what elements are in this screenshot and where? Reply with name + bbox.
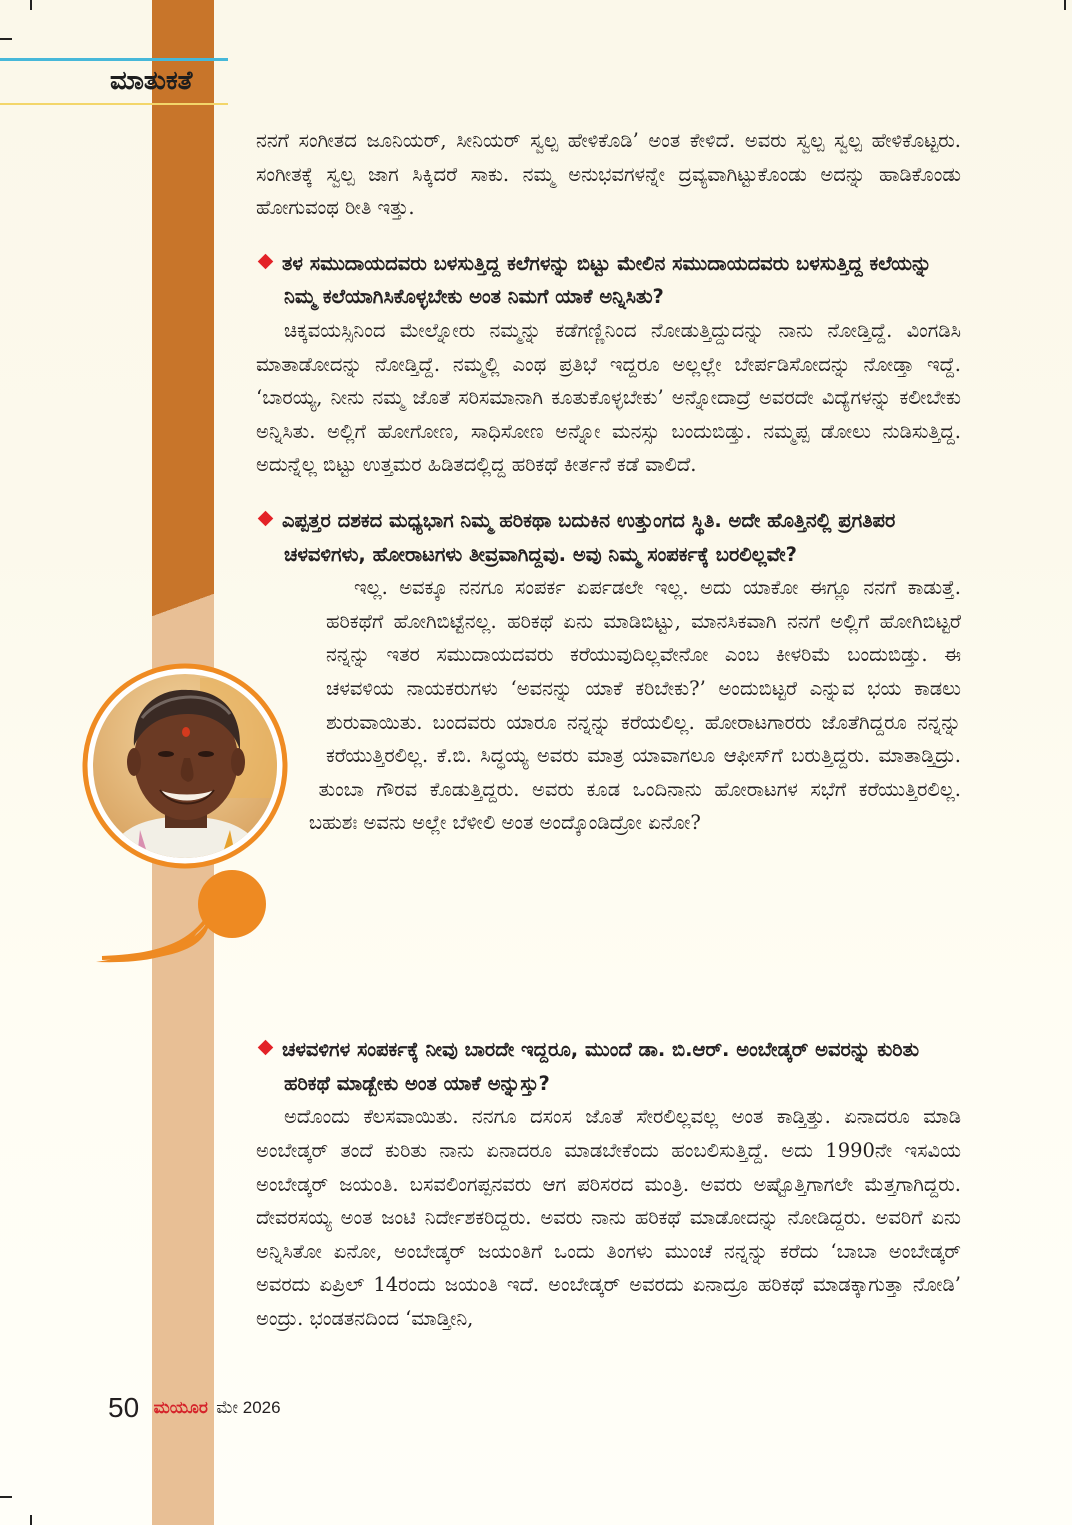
page-number: 50 (108, 1392, 140, 1423)
question-1-text: ತಳ ಸಮುದಾಯದವರು ಬಳಸುತ್ತಿದ್ದ ಕಲೆಗಳನ್ನು ಬಿಟ್ಟು ಮೇಲಿನ ಸಮುದಾಯದವರು ಬಳಸುತ್ತಿದ್ದ ಕಲೆಯನ್ನು ನಿಮ್ಮ ಕಲೆಯಾಗಿಸಿಕೊಳ್ಳಬೇಕು ಅಂತ ನಿಮಗೆ ಯಾಕೆ ಅನ್ನಿಸಿತು? (282, 251, 932, 309)
page-footer (108, 1392, 281, 1424)
question-3-text: ಚಳವಳಿಗಳ ಸಂಪರ್ಕಕ್ಕೆ ನೀವು ಬಾರದೇ ಇದ್ದರೂ, ಮುಂದೆ ಡಾ. ಬಿ.ಆರ್. ಅಂಬೇಡ್ಕರ್ ಅವರನ್ನು ಕುರಿತು ಹರಿಕಥೆ ಮಾಡ್ಬೇಕು ಅಂತ ಯಾಕೆ ಅನ್ನುಸ್ತು? (282, 1038, 920, 1095)
question-3 (256, 1033, 961, 1100)
magazine-name: ಮಯೂರ (153, 1398, 208, 1417)
intro-paragraph: ನನಗೆ ಸಂಗೀತದ ಜೂನಿಯರ್, ಸೀನಿಯರ್ ಸ್ವಲ್ಪ ಹೇಳಿಕೊಡಿ’ ಅಂತ ಕೇಳಿದೆ. ಅವರು ಸ್ವಲ್ಪ ಸ್ವಲ್ಪ ಹೇಳಿಕೊಟ್ಟರು. ಸಂಗೀತಕ್ಕೆ ಸ್ವಲ್ಪ ಜಾಗ ಸಿಕ್ಕಿದರೆ ಸಾಕು. ನಮ್ಮ ಅನುಭವಗಳನ್ನೇ ದ್ರವ್ಯವಾಗಿಟ್ಟುಕೊಂಡು ಅದನ್ನು ಹಾಡಿಕೊಂಡು ಹೋಗುವಂಥ ರೀತಿ ಇತ್ತು. (256, 129, 961, 220)
red-diamond-bullet-icon (258, 254, 274, 270)
registration-mark (1064, 0, 1066, 10)
registration-mark (30, 0, 32, 10)
red-diamond-bullet-icon (258, 1040, 274, 1056)
registration-mark (0, 38, 12, 40)
question-2 (256, 504, 961, 571)
registration-mark (30, 1515, 32, 1525)
portrait-wrap-spacer (256, 571, 326, 1011)
header-rule-bottom (0, 103, 228, 105)
answer-3: ಅದೊಂದು ಕೆಲಸವಾಯಿತು. ನನಗೂ ದಸಂಸ ಜೊತೆ ಸೇರಲಿಲ್ಲವಲ್ಲ ಅಂತ ಕಾಡ್ತಿತ್ತು. ಏನಾದರೂ ಮಾಡಿ ಅಂಬೇಡ್ಕರ್ ತಂದೆ ಕುರಿತು ನಾನು ಏನಾದರೂ ಮಾಡಬೇಕೆಂದು ಹಂಬಲಿಸುತ್ತಿದ್ದೆ. ಅದು 1990ನೇ ಇಸವಿಯ ಅಂಬೇಡ್ಕರ್ ಜಯಂತಿ. ಬಸವಲಿಂಗಪ್ಪನವರು ಆಗ ಪರಿಸರದ ಮಂತ್ರಿ. ಅವರು ಅಷ್ಟೊತ್ತಿಗಾಗಲೇ ಮೆತ್ತಗಾಗಿದ್ದರು. ದೇವರಸಯ್ಯ ಅಂತ ಜಂಟಿ ನಿರ್ದೇಶಕರಿದ್ದರು. ಅವರು ನಾನು ಹರಿಕಥೆ ಮಾಡೋದನ್ನು ನೋಡಿದ್ದರು. ಅವರಿಗೆ ಏನು ಅನ್ನಿಸಿತೋ ಏನೋ, ಅಂಬೇಡ್ಕರ್ ಜಯಂತಿಗೆ ಒಂದು ತಿಂಗಳು ಮುಂಚೆ ನನ್ನನ್ನು ಕರೆದು ‘ಬಾಬಾ ಅಂಬೇಡ್ಕರ್ ಅವರದು ಏಪ್ರಿಲ್ 14ರಂದು ಜಯಂತಿ ಇದೆ. ಅಂಬೇಡ್ಕರ್ ಅವರದು ಏನಾದ್ರೂ ಹರಿಕಥೆ ಮಾಡಕ್ಕಾಗುತ್ತಾ ನೋಡಿ’ ಅಂದ್ರು. ಭಂಡತನದಿಂದ ‘ಮಾಡ್ತೀನಿ, (256, 1105, 961, 1330)
issue-date: ಮೇ 2026 (216, 1398, 281, 1417)
header-rule-top (0, 58, 228, 61)
question-2-text: ಎಪ್ಪತ್ತರ ದಶಕದ ಮಧ್ಯಭಾಗ ನಿಮ್ಮ ಹರಿಕಥಾ ಬದುಕಿನ ಉತ್ತುಂಗದ ಸ್ಥಿತಿ. ಅದೇ ಹೊತ್ತಿನಲ್ಲಿ ಪ್ರಗತಿಪರ ಚಳವಳಿಗಳು, ಹೋರಾಟಗಳು ತೀವ್ರವಾಗಿದ್ದವು. ಅವು ನಿಮ್ಮ ಸಂಪರ್ಕಕ್ಕೆ ಬರಲಿಲ್ಲವೇ? (282, 508, 896, 566)
article-body (256, 124, 961, 1335)
answer-2: ಇಲ್ಲ. ಅವಕ್ಕೂ ನನಗೂ ಸಂಪರ್ಕ ಏರ್ಪಡಲೇ ಇಲ್ಲ. ಅದು ಯಾಕೋ ಈಗ್ಲೂ ನನಗೆ ಕಾಡುತ್ತೆ. ಹರಿಕಥೆಗೆ ಹೋಗಿಬಿಟ್ಟೆನಲ್ಲ. ಹರಿಕಥೆ ಏನು ಮಾಡಿಬಿಟ್ಟು, ಮಾನಸಿಕವಾಗಿ ನನಗೆ ಅಲ್ಲಿಗೆ ಹೋಗಿಬಿಟ್ಟರೆ ನನ್ನನ್ನು ಇತರ ಸಮುದಾಯದವರು ಕರೆಯುವುದಿಲ್ಲವೇನೋ ಎಂಬ ಕೀಳರಿಮೆ ಬಂದುಬಿಡ್ತು. ಈ ಚಳವಳಿಯ ನಾಯಕರುಗಳು ‘ಅವನನ್ನು ಯಾಕೆ ಕರಿಬೇಕು?’ ಅಂದುಬಿಟ್ಟರೆ ಎನ್ನುವ ಭಯ ಕಾಡಲು ಶುರುವಾಯಿತು. ಬಂದವರು ಯಾರೂ ನನ್ನನ್ನು ಕರೆಯಲಿಲ್ಲ. ಹೋರಾಟಗಾರರು ಜೊತೆಗಿದ್ದರೂ ನನ್ನನ್ನು ಕರೆಯುತ್ತಿರಲಿಲ್ಲ. ಕೆ.ಬಿ. ಸಿದ್ಧಯ್ಯ ಅವರು ಮಾತ್ರ ಯಾವಾಗಲೂ ಆಫೀಸ್‌ಗೆ ಬರುತ್ತಿದ್ದರು. ಮಾತಾಡ್ತಿದ್ರು. ತುಂಬಾ ಗೌರವ ಕೊಡುತ್ತಿದ್ದರು. ಅವರು ಕೂಡ ಒಂದಿನಾನು ಹೋರಾಟಗಳ ಸಭೆಗೆ ಕರೆಯುತ್ತಿರಲಿಲ್ಲ. ಬಹುಶಃ ಅವನು ಅಲ್ಲೇ ಬೆಳೀಲಿ ಅಂತ ಅಂದ್ಕೊಂಡಿದ್ರೋ ಏನೋ? (308, 576, 961, 835)
registration-mark (0, 1496, 12, 1498)
section-title: ಮಾತುಕತೆ (110, 66, 193, 96)
answer-1: ಚಿಕ್ಕವಯಸ್ಸಿನಿಂದ ಮೇಲ್ನೋರು ನಮ್ಮನ್ನು ಕಡೆಗಣ್ಣಿನಿಂದ ನೋಡುತ್ತಿದ್ದುದನ್ನು ನಾನು ನೋಡ್ತಿದ್ದೆ. ವಿಂಗಡಿಸಿ ಮಾತಾಡೋದನ್ನು ನೋಡ್ತಿದ್ದೆ. ನಮ್ಮಲ್ಲಿ ಎಂಥ ಪ್ರತಿಭೆ ಇದ್ದರೂ ಅಲ್ಲಲ್ಲೇ ಬೇರ್ಪಡಿಸೋದನ್ನು ನೋಡ್ತಾ ಇದ್ದೆ. ‘ಬಾರಯ್ಯ, ನೀನು ನಮ್ಮ ಜೊತೆ ಸರಿಸಮಾನಾಗಿ ಕೂತುಕೊಳ್ಳಬೇಕು’ ಅನ್ನೋದಾದ್ರೆ ಅವರದೇ ವಿದ್ಯೆಗಳನ್ನು ಕಲೀಬೇಕು ಅನ್ನಿಸಿತು. ಅಲ್ಲಿಗೆ ಹೋಗೋಣ, ಸಾಧಿಸೋಣ ಅನ್ನೋ ಮನಸ್ಸು ಬಂದುಬಿಡ್ತು. ನಮ್ಮಪ್ಪ ಡೋಲು ನುಡಿಸುತ್ತಿದ್ದ. ಅದುನ್ನೆಲ್ಲ ಬಿಟ್ಟು ಉತ್ತಮರ ಹಿಡಿತದಲ್ಲಿದ್ದ ಹರಿಕಥೆ ಕೀರ್ತನೆ ಕಡೆ ವಾಲಿದೆ. (256, 318, 961, 477)
question-1 (256, 247, 961, 314)
red-diamond-bullet-icon (258, 511, 274, 527)
decorative-bar-transition (152, 540, 214, 670)
